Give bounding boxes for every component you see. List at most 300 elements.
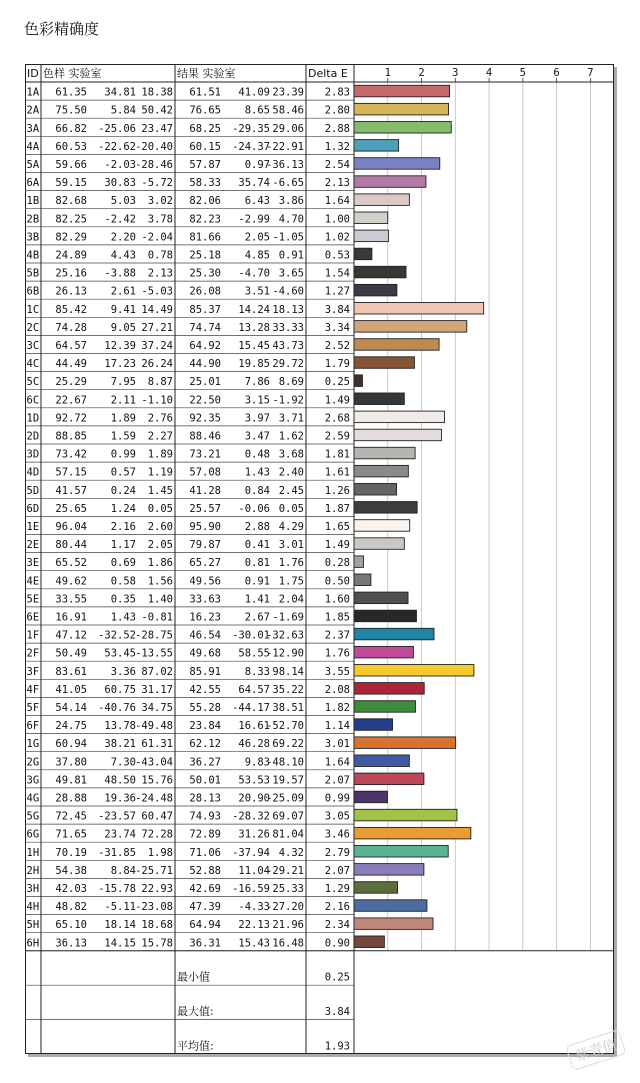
delta-bar bbox=[354, 719, 392, 731]
delta-value: 1.79 bbox=[324, 358, 350, 371]
target-value: 24.75 bbox=[55, 720, 87, 733]
delta-bar bbox=[354, 212, 388, 224]
result-value: 58.33 bbox=[189, 177, 221, 190]
result-value: 57.08 bbox=[189, 466, 221, 479]
result-value: 0.91 bbox=[244, 575, 270, 588]
target-value: 0.58 bbox=[110, 575, 136, 588]
result-value: 16.23 bbox=[189, 611, 221, 624]
result-value: -4.70 bbox=[238, 267, 270, 280]
result-value: 23.84 bbox=[189, 720, 221, 733]
result-value: -25.09 bbox=[266, 792, 304, 805]
delta-bar bbox=[354, 592, 408, 604]
result-value: 4.32 bbox=[278, 846, 304, 859]
row-id: 5C bbox=[26, 376, 40, 389]
result-value: 8.69 bbox=[278, 376, 304, 389]
row-id: 5D bbox=[26, 484, 40, 497]
target-value: 60.75 bbox=[104, 683, 136, 696]
target-value: 22.93 bbox=[141, 883, 173, 895]
target-value: 25.16 bbox=[55, 267, 87, 280]
result-value: 2.40 bbox=[278, 466, 304, 479]
delta-bar bbox=[354, 628, 434, 640]
target-value: 70.19 bbox=[55, 846, 87, 859]
result-value: -36.13 bbox=[266, 159, 304, 171]
delta-bar bbox=[354, 140, 399, 152]
target-value: 8.84 bbox=[110, 864, 136, 877]
delta-bar bbox=[354, 502, 417, 513]
target-value: 5.03 bbox=[110, 195, 136, 208]
result-value: -0.06 bbox=[238, 502, 270, 515]
target-value: 1.43 bbox=[110, 611, 136, 624]
result-value: 25.57 bbox=[189, 502, 221, 515]
result-value: 60.15 bbox=[189, 140, 221, 153]
delta-bar bbox=[354, 538, 404, 550]
tick-label: 2 bbox=[418, 67, 425, 79]
target-value: 1.98 bbox=[147, 846, 173, 859]
target-value: 83.61 bbox=[55, 665, 87, 678]
target-value: 33.55 bbox=[55, 593, 87, 606]
delta-bar bbox=[354, 194, 409, 206]
delta-bar bbox=[354, 900, 427, 912]
target-value: 0.99 bbox=[110, 448, 136, 461]
delta-bar bbox=[354, 465, 408, 477]
tick-label: 1 bbox=[384, 67, 391, 79]
target-value: 2.61 bbox=[110, 285, 136, 298]
result-value: 52.88 bbox=[189, 864, 221, 877]
result-value: 44.90 bbox=[189, 358, 221, 371]
delta-value: 1.81 bbox=[324, 448, 350, 461]
row-id: 1D bbox=[26, 412, 40, 425]
result-value: 25.01 bbox=[189, 376, 221, 389]
target-value: 87.02 bbox=[141, 665, 173, 678]
target-value: 2.27 bbox=[147, 430, 173, 443]
result-value: 3.71 bbox=[278, 412, 304, 425]
result-value: 62.12 bbox=[189, 738, 221, 751]
target-value: 27.21 bbox=[141, 321, 173, 334]
row-id: 4G bbox=[26, 792, 40, 805]
result-value: 3.65 bbox=[278, 267, 304, 280]
target-value: 1.56 bbox=[147, 575, 173, 588]
target-value: 92.72 bbox=[55, 412, 87, 425]
row-id: 2G bbox=[26, 756, 40, 769]
delta-value: 1.61 bbox=[324, 466, 350, 479]
row-id: 3D bbox=[26, 448, 40, 461]
result-value: 61.51 bbox=[189, 86, 221, 99]
result-value: 1.62 bbox=[278, 430, 304, 443]
result-value: 41.09 bbox=[238, 86, 270, 99]
result-value: 31.26 bbox=[238, 828, 270, 841]
delta-bar bbox=[354, 248, 372, 260]
target-value: 9.41 bbox=[110, 303, 136, 316]
delta-bar bbox=[354, 393, 404, 405]
target-value: 71.65 bbox=[55, 828, 87, 841]
target-value: -32.52 bbox=[98, 629, 136, 642]
delta-bar bbox=[354, 791, 387, 803]
target-value: 48.50 bbox=[104, 774, 136, 787]
delta-bar bbox=[354, 556, 363, 568]
row-id: 6F bbox=[26, 720, 40, 733]
delta-value: 0.28 bbox=[324, 557, 350, 570]
delta-value: 1.65 bbox=[324, 521, 350, 533]
target-value: 96.04 bbox=[55, 521, 87, 533]
target-value: 34.81 bbox=[104, 86, 136, 99]
result-value: 42.69 bbox=[189, 883, 221, 895]
target-value: -20.40 bbox=[135, 140, 173, 153]
result-value: 16.48 bbox=[272, 937, 304, 950]
target-value: 18.38 bbox=[141, 86, 173, 99]
delta-value: 2.37 bbox=[324, 629, 350, 642]
target-value: 50.49 bbox=[55, 647, 87, 660]
row-id: 2F bbox=[26, 647, 40, 660]
delta-value: 1.64 bbox=[324, 195, 350, 208]
row-id: 3A bbox=[26, 122, 40, 135]
delta-value: 3.34 bbox=[324, 321, 350, 334]
result-value: 95.90 bbox=[189, 521, 221, 533]
row-id: 4D bbox=[26, 466, 40, 479]
target-value: -49.48 bbox=[135, 720, 173, 733]
result-value: 49.56 bbox=[189, 575, 221, 588]
result-value: 46.28 bbox=[238, 738, 270, 751]
target-value: 0.35 bbox=[110, 593, 136, 606]
target-value: 18.14 bbox=[104, 919, 136, 932]
result-value: 88.46 bbox=[189, 430, 221, 443]
target-value: -24.48 bbox=[135, 792, 173, 805]
target-value: 0.05 bbox=[147, 502, 173, 515]
result-value: 35.22 bbox=[272, 683, 304, 696]
result-value: 47.39 bbox=[189, 901, 221, 914]
delta-value: 2.16 bbox=[324, 901, 350, 914]
result-value: 9.83 bbox=[244, 756, 270, 769]
target-value: 31.17 bbox=[141, 683, 173, 696]
result-value: 0.91 bbox=[278, 249, 304, 262]
result-value: 0.41 bbox=[244, 539, 270, 552]
result-value: 0.81 bbox=[244, 557, 270, 570]
result-value: 82.06 bbox=[189, 195, 221, 208]
delta-bar bbox=[354, 411, 444, 423]
delta-value: 2.79 bbox=[324, 846, 350, 859]
target-value: 41.57 bbox=[55, 484, 87, 497]
delta-value: 2.83 bbox=[324, 86, 350, 99]
target-value: 26.13 bbox=[55, 285, 87, 298]
target-value: 37.24 bbox=[141, 340, 173, 352]
row-id: 5H bbox=[26, 919, 40, 932]
target-value: 3.78 bbox=[147, 213, 173, 226]
row-id: 4F bbox=[26, 683, 40, 696]
target-value: 1.86 bbox=[147, 557, 173, 570]
result-value: 3.51 bbox=[244, 285, 270, 298]
tick-label: 6 bbox=[553, 67, 560, 79]
target-value: -2.03 bbox=[104, 159, 136, 171]
row-id: 3E bbox=[26, 557, 40, 570]
delta-value: 1.49 bbox=[324, 394, 350, 407]
target-value: -28.75 bbox=[135, 629, 173, 642]
summary-label: 最小值 bbox=[177, 970, 210, 984]
delta-bar bbox=[354, 447, 415, 459]
result-value: 26.08 bbox=[189, 285, 221, 298]
result-value: 81.04 bbox=[272, 828, 304, 841]
result-value: 1.76 bbox=[278, 557, 304, 570]
delta-bar bbox=[354, 773, 424, 785]
target-value: -23.08 bbox=[135, 901, 173, 914]
result-value: 64.94 bbox=[189, 919, 221, 932]
row-id: 4B bbox=[26, 249, 40, 262]
delta-value: 3.46 bbox=[324, 828, 350, 841]
delta-value: 2.13 bbox=[324, 177, 350, 190]
result-value: 3.97 bbox=[244, 412, 270, 425]
delta-bar bbox=[354, 103, 449, 115]
row-id: 3F bbox=[26, 665, 40, 678]
result-value: 69.07 bbox=[272, 810, 304, 823]
result-value: 8.65 bbox=[244, 104, 270, 117]
target-value: 12.39 bbox=[104, 340, 136, 352]
target-value: 30.83 bbox=[104, 177, 136, 190]
target-value: -2.04 bbox=[141, 231, 173, 244]
target-value: 1.89 bbox=[147, 448, 173, 461]
target-value: 7.30 bbox=[110, 756, 136, 769]
summary-value: 0.25 bbox=[324, 971, 350, 984]
result-value: 55.28 bbox=[189, 702, 221, 714]
result-value: 22.50 bbox=[189, 394, 221, 407]
target-value: 88.85 bbox=[55, 430, 87, 443]
target-value: -0.81 bbox=[141, 611, 173, 624]
result-value: 65.27 bbox=[189, 557, 221, 570]
target-value: 49.81 bbox=[55, 774, 87, 787]
row-id: 4E bbox=[26, 575, 40, 588]
target-value: 8.87 bbox=[147, 376, 173, 389]
target-value: -25.71 bbox=[135, 864, 173, 877]
result-value: 58.55 bbox=[238, 647, 270, 660]
target-value: 44.49 bbox=[55, 358, 87, 371]
target-value: 57.15 bbox=[55, 466, 87, 479]
result-value: 1.43 bbox=[244, 466, 270, 479]
row-id: 5G bbox=[26, 810, 40, 823]
result-value: 36.31 bbox=[189, 937, 221, 950]
target-value: 65.52 bbox=[55, 557, 87, 570]
result-value: 71.06 bbox=[189, 846, 221, 859]
target-value: -22.62 bbox=[98, 140, 136, 153]
row-id: 1H bbox=[26, 846, 40, 859]
target-value: -3.88 bbox=[104, 267, 136, 280]
header-id: ID bbox=[27, 67, 39, 80]
target-value: -28.46 bbox=[135, 159, 173, 171]
target-value: 61.31 bbox=[141, 738, 173, 751]
target-value: 2.16 bbox=[110, 521, 136, 533]
result-value: 72.89 bbox=[189, 828, 221, 841]
target-value: 1.24 bbox=[110, 502, 136, 515]
delta-value: 3.55 bbox=[324, 665, 350, 678]
summary-value: 3.84 bbox=[324, 1006, 350, 1019]
delta-bar bbox=[354, 230, 388, 242]
row-id: 2D bbox=[26, 430, 40, 443]
result-value: 81.66 bbox=[189, 231, 221, 244]
result-value: 16.61 bbox=[238, 720, 270, 733]
delta-value: 2.88 bbox=[324, 122, 350, 135]
result-value: 29.72 bbox=[272, 358, 304, 371]
result-value: -37.94 bbox=[232, 846, 270, 859]
target-value: 53.45 bbox=[104, 647, 136, 660]
target-value: 0.57 bbox=[110, 466, 136, 479]
delta-bar bbox=[354, 357, 414, 369]
delta-bar bbox=[354, 701, 415, 713]
delta-value: 1.49 bbox=[324, 539, 350, 552]
result-value: 74.93 bbox=[189, 810, 221, 823]
target-value: 14.49 bbox=[141, 303, 173, 316]
result-value: 25.33 bbox=[272, 883, 304, 895]
target-value: 37.80 bbox=[55, 756, 87, 769]
delta-value: 0.50 bbox=[324, 575, 350, 588]
target-value: -15.78 bbox=[98, 883, 136, 895]
delta-bar bbox=[354, 882, 398, 894]
row-id: 6H bbox=[26, 937, 40, 950]
delta-bar bbox=[354, 737, 456, 749]
target-value: 23.74 bbox=[104, 828, 136, 841]
result-value: 35.74 bbox=[238, 177, 270, 190]
target-value: -25.06 bbox=[98, 122, 136, 135]
header-result: 结果 实验室 bbox=[177, 67, 236, 80]
tick-label: 7 bbox=[587, 67, 594, 79]
result-value: 33.33 bbox=[272, 321, 304, 334]
target-value: 42.03 bbox=[55, 883, 87, 895]
summary-label: 平均值: bbox=[177, 1039, 214, 1053]
result-value: 2.88 bbox=[244, 521, 270, 533]
delta-value: 1.60 bbox=[324, 593, 350, 606]
target-value: -5.11 bbox=[104, 901, 136, 914]
row-id: 4A bbox=[26, 140, 40, 153]
result-value: 38.51 bbox=[272, 702, 304, 714]
delta-value: 2.68 bbox=[324, 412, 350, 425]
target-value: 25.29 bbox=[55, 376, 87, 389]
target-value: 16.91 bbox=[55, 611, 87, 624]
result-value: -1.92 bbox=[272, 394, 304, 407]
target-value: 7.95 bbox=[110, 376, 136, 389]
result-value: -48.10 bbox=[266, 756, 304, 769]
result-value: -29.35 bbox=[232, 122, 270, 135]
target-value: 50.42 bbox=[141, 104, 173, 117]
delta-bar bbox=[354, 755, 409, 767]
result-value: 25.30 bbox=[189, 267, 221, 280]
target-value: 4.43 bbox=[110, 249, 136, 262]
result-value: -32.63 bbox=[266, 629, 304, 642]
row-id: 2B bbox=[26, 213, 40, 226]
target-value: -2.42 bbox=[104, 213, 136, 226]
result-value: -24.37 bbox=[232, 140, 270, 153]
delta-bar bbox=[354, 809, 457, 821]
result-value: 15.43 bbox=[238, 937, 270, 950]
target-value: 1.19 bbox=[147, 466, 173, 479]
delta-bar bbox=[354, 665, 474, 677]
result-value: -30.01 bbox=[232, 629, 270, 642]
delta-value: 1.64 bbox=[324, 756, 350, 769]
target-value: 38.21 bbox=[104, 738, 136, 751]
target-value: 74.28 bbox=[55, 321, 87, 334]
target-value: 1.45 bbox=[147, 484, 173, 497]
target-value: 0.78 bbox=[147, 249, 173, 262]
result-value: -4.60 bbox=[272, 285, 304, 298]
delta-bar bbox=[354, 266, 406, 278]
result-value: 58.46 bbox=[272, 104, 304, 117]
result-value: 23.39 bbox=[272, 86, 304, 99]
delta-value: 3.01 bbox=[324, 738, 350, 751]
row-id: 2A bbox=[26, 104, 40, 117]
result-value: 1.75 bbox=[278, 575, 304, 588]
result-value: 4.85 bbox=[244, 249, 270, 262]
result-value: 20.90 bbox=[238, 792, 270, 805]
result-value: 50.01 bbox=[189, 774, 221, 787]
result-value: 0.97 bbox=[244, 159, 270, 171]
target-value: 15.78 bbox=[141, 937, 173, 950]
result-value: 28.13 bbox=[189, 792, 221, 805]
target-value: 3.02 bbox=[147, 195, 173, 208]
result-value: 4.29 bbox=[278, 521, 304, 533]
result-value: 92.35 bbox=[189, 412, 221, 425]
tick-label: 3 bbox=[452, 67, 459, 79]
result-value: 13.28 bbox=[238, 321, 270, 334]
result-value: 0.48 bbox=[244, 448, 270, 461]
row-id: 3G bbox=[26, 774, 40, 787]
delta-bar bbox=[354, 284, 397, 296]
delta-value: 3.84 bbox=[324, 303, 350, 316]
target-value: 60.53 bbox=[55, 140, 87, 153]
target-value: 2.76 bbox=[147, 412, 173, 425]
result-value: 1.41 bbox=[244, 593, 270, 606]
result-value: -4.33 bbox=[238, 901, 270, 914]
target-value: 23.47 bbox=[141, 122, 173, 135]
row-id: 6C bbox=[26, 394, 40, 407]
result-value: 36.27 bbox=[189, 756, 221, 769]
row-id: 6D bbox=[26, 502, 40, 515]
result-value: 14.24 bbox=[238, 303, 270, 316]
row-id: 1B bbox=[26, 195, 40, 208]
delta-bar bbox=[354, 864, 424, 876]
target-value: 47.12 bbox=[55, 629, 87, 642]
target-value: 72.28 bbox=[141, 828, 173, 841]
delta-value: 1.54 bbox=[324, 267, 350, 280]
target-value: 2.05 bbox=[147, 539, 173, 552]
result-value: -28.32 bbox=[232, 810, 270, 823]
result-value: 69.22 bbox=[272, 738, 304, 751]
delta-value: 1.00 bbox=[324, 213, 350, 226]
target-value: 61.35 bbox=[55, 86, 87, 99]
delta-bar bbox=[354, 683, 424, 695]
result-value: 6.43 bbox=[244, 195, 270, 208]
row-id: 2E bbox=[26, 539, 40, 552]
result-value: 11.04 bbox=[238, 864, 270, 877]
target-value: 54.38 bbox=[55, 864, 87, 877]
target-value: 54.14 bbox=[55, 702, 87, 714]
row-id: 3C bbox=[26, 340, 40, 352]
delta-value: 3.05 bbox=[324, 810, 350, 823]
delta-value: 0.99 bbox=[324, 792, 350, 805]
row-id: 1G bbox=[26, 738, 40, 751]
result-value: 85.37 bbox=[189, 303, 221, 316]
target-value: 0.69 bbox=[110, 557, 136, 570]
delta-value: 2.52 bbox=[324, 340, 350, 352]
result-value: 42.55 bbox=[189, 683, 221, 696]
delta-value: 2.07 bbox=[324, 774, 350, 787]
result-value: 43.73 bbox=[272, 340, 304, 352]
result-value: 4.70 bbox=[278, 213, 304, 226]
result-value: -2.99 bbox=[238, 213, 270, 226]
delta-bar bbox=[354, 484, 397, 496]
result-value: 74.74 bbox=[189, 321, 221, 334]
row-id: 6A bbox=[26, 177, 40, 190]
target-value: 28.88 bbox=[55, 792, 87, 805]
target-value: 60.94 bbox=[55, 738, 87, 751]
target-value: 2.13 bbox=[147, 267, 173, 280]
target-value: 14.15 bbox=[104, 937, 136, 950]
delta-bar bbox=[354, 574, 371, 586]
result-value: 19.57 bbox=[272, 774, 304, 787]
target-value: 1.59 bbox=[110, 430, 136, 443]
